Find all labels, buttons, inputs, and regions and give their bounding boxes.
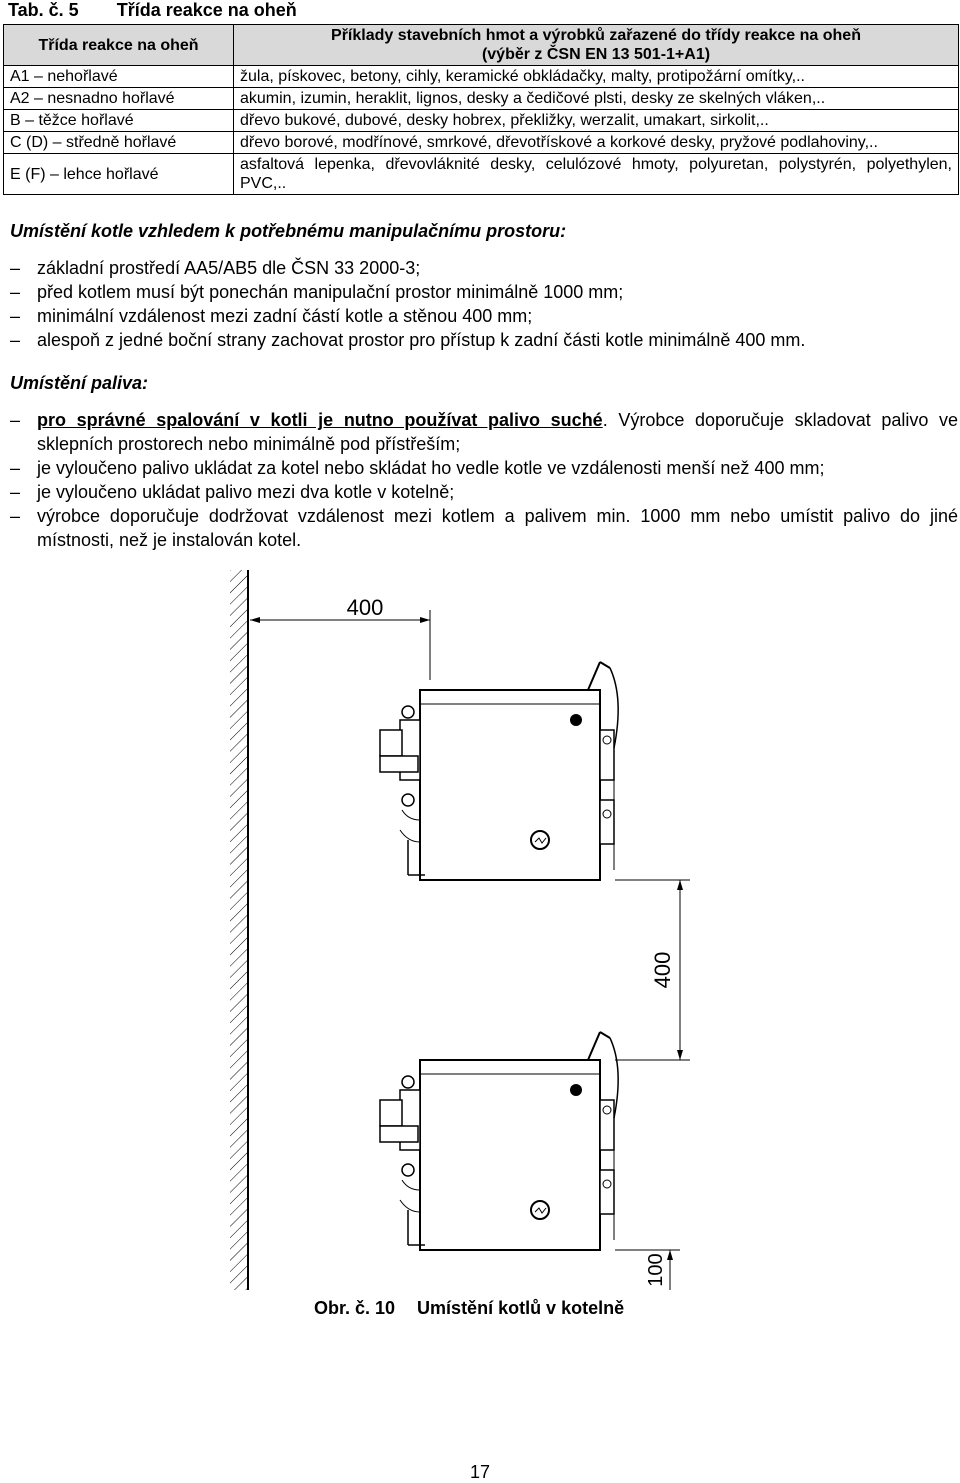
row-class: A1 – nehořlavé: [4, 66, 234, 88]
row-examples: akumin, izumin, heraklit, lignos, desky a čedičové plsti, desky ze skelných vláken,..: [234, 88, 959, 110]
table-row: [4, 132, 959, 154]
table-caption-number: Tab. č. 5: [8, 0, 79, 20]
list-item: – pro správné spalování v kotli je nutno používat palivo suché. Výrobce doporučuje skladovat palivo ve sklepních prostorech nebo minimálně pod přístřeším;: [10, 410, 958, 454]
row-examples: dřevo borové, modřínové, smrkové, dřevotřískové a korkové desky, pryžové podlahoviny,..: [234, 132, 959, 154]
table-row: [4, 66, 959, 88]
dim-label-top: 400: [346, 595, 384, 620]
header-examples-line2: (výběr z ČSN EN 13 501-1+A1): [481, 46, 711, 63]
row-class: E (F) – lehce hořlavé: [4, 154, 234, 195]
row-examples: dřevo bukové, dubové, desky hobrex, překližky, werzalit, umakart, sirkolit,..: [234, 110, 959, 132]
list-item: – alespoň z jedné boční strany zachovat prostor pro přístup k zadní části kotle minimálně 400 mm.: [10, 330, 806, 350]
row-class: B – těžce hořlavé: [4, 110, 234, 132]
table-header-row: [4, 25, 959, 66]
header-class: Třída reakce na oheň: [4, 25, 234, 66]
table-row: [4, 88, 959, 110]
boiler-lower: [380, 1032, 618, 1250]
fuel-placement-list: [10, 408, 958, 552]
section-heading-boiler-placement: Umístění kotle vzhledem k potřebnému manipulačnímu prostoru:: [10, 221, 567, 241]
header-examples: [234, 25, 959, 66]
boiler-placement-list: [10, 256, 958, 352]
dim-label-between: 400: [650, 951, 675, 989]
dim-arrow-bottom: [667, 1250, 673, 1260]
table-row: [4, 154, 959, 195]
row-examples: žula, pískovec, betony, cihly, keramické obkládačky, malty, protipožární omítky,..: [234, 66, 959, 88]
wall-hatch: [230, 570, 248, 1290]
fire-reaction-table: [3, 24, 959, 195]
table-caption-title: Třída reakce na oheň: [116, 0, 297, 20]
page-number: 17: [469, 1462, 491, 1482]
table-row: [4, 110, 959, 132]
list-item: – před kotlem musí být ponechán manipulační prostor minimálně 1000 mm;: [10, 282, 624, 302]
dim-label-bottom: 100: [645, 1253, 667, 1287]
list-item: – je vyloučeno palivo ukládat za kotel nebo skládat ho vedle kotle ve vzdálenosti menší než 400 mm;: [10, 458, 825, 478]
figure-caption-title: Umístění kotlů v kotelně: [417, 1298, 625, 1318]
list-item: – výrobce doporučuje dodržovat vzdálenost mezi kotlem a palivem min. 1000 mm nebo umístit palivo do jiné místnosti, než je instalován kotel.: [10, 506, 958, 550]
figure-caption: [314, 1298, 624, 1319]
section-heading-fuel-placement: Umístění paliva:: [10, 373, 149, 393]
row-examples: asfaltová lepenka, dřevovláknité desky, celulózové hmoty, polyuretan, polystyrén, polyethylen, PVC,..: [234, 154, 959, 195]
list-item: – je vyloučeno ukládat palivo mezi dva kotle v kotelně;: [10, 482, 455, 502]
boiler-placement-drawing: [230, 570, 700, 1290]
boiler-upper: [380, 662, 618, 880]
table-caption: [8, 0, 297, 21]
header-examples-line1: Příklady stavebních hmot a výrobků zařazené do třídy reakce na oheň: [331, 27, 861, 44]
emphasis-dry-fuel: pro správné spalování v kotli je nutno používat palivo suché: [37, 410, 603, 430]
list-item: – základní prostředí AA5/AB5 dle ČSN 33 2000-3;: [10, 258, 421, 278]
list-item: – minimální vzdálenost mezi zadní částí kotle a stěnou 400 mm;: [10, 306, 533, 326]
figure-caption-number: Obr. č. 10: [314, 1298, 396, 1318]
row-class: A2 – nesnadno hořlavé: [4, 88, 234, 110]
row-class: C (D) – středně hořlavé: [4, 132, 234, 154]
